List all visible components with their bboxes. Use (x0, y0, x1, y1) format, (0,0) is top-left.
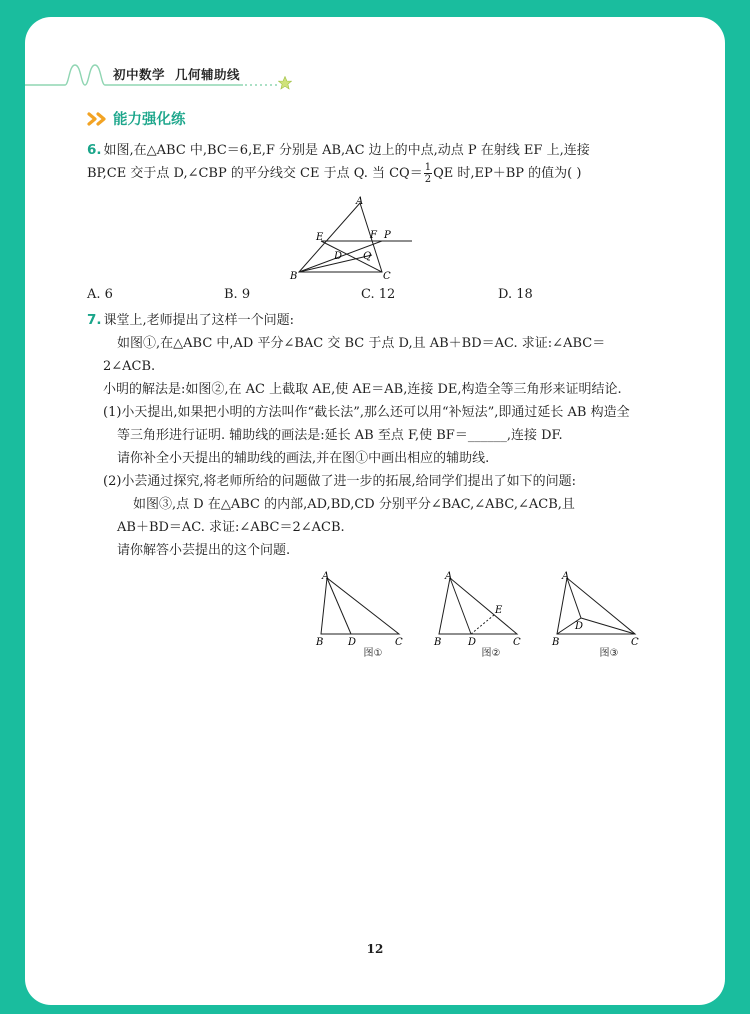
header-subject: 初中数学 (113, 67, 166, 82)
figure-1-diagram (315, 568, 431, 648)
figure-2 (433, 568, 549, 661)
q7-part1-line-1: (1)小天提出,如果把小明的方法叫作“截长法”,那么还可以用“补短法”,即通过延长 AB 构造全 (103, 405, 630, 420)
q6-triangle-figure (287, 193, 417, 279)
fig1-label-B: B (316, 637, 324, 648)
fig1-label-A: A (322, 571, 330, 582)
figure-2-diagram (433, 568, 549, 648)
q7-problem-line-1: 如图①,在△ABC 中,AD 平分∠BAC 交 BC 于点 D,且 AB＋BD＝AC. 求证:∠ABC＝ (117, 336, 606, 351)
q6-choices (87, 283, 672, 306)
fig3-label-B: B (552, 637, 560, 648)
choice-a[interactable]: A. 6 (87, 287, 113, 302)
q6-text-2a: BP,CE 交于点 D,∠CBP 的平分线交 CE 于点 Q. 当 CQ＝ (87, 166, 423, 181)
fig2-label-B: B (434, 637, 442, 648)
fraction-numerator: 1 (424, 162, 432, 173)
section-title: 能力强化练 (113, 112, 186, 128)
q6-number: 6. (87, 142, 102, 158)
header-topic: 几何辅助线 (175, 67, 241, 82)
label-B: B (290, 271, 298, 279)
q7-intro: 课堂上,老师提出了这样一个问题: (103, 313, 295, 328)
header-title (113, 65, 250, 83)
q7-part1-line-2: 等三角形进行证明. 辅助线的画法是:延长 AB 至点 F,使 BF＝______,连接 DF. (117, 428, 563, 443)
label-A: A (356, 196, 364, 207)
fig3-label-C: C (631, 637, 639, 648)
figure-3-caption: 图③ (599, 648, 619, 659)
fig1-label-D: D (348, 637, 357, 648)
figure-3 (551, 568, 667, 661)
choice-d[interactable]: D. 18 (498, 287, 533, 302)
fraction-denominator: 2 (424, 174, 432, 185)
question-7 (87, 309, 672, 661)
q6-line-2 (87, 162, 672, 185)
q7-part2-line-4: 请你解答小芸提出的这个问题. (117, 543, 291, 558)
q7-part2-line-3: AB＋BD＝AC. 求证:∠ABC＝2∠ACB. (117, 520, 345, 535)
choice-c[interactable]: C. 12 (361, 287, 396, 302)
fig2-label-D: D (468, 637, 477, 648)
question-6 (87, 139, 672, 306)
q7-part1-line-3: 请你补全小天提出的辅助线的画法,并在图①中画出相应的辅助线. (117, 451, 490, 466)
fig2-label-A: A (445, 571, 453, 582)
fig2-label-C: C (513, 637, 521, 648)
label-C: C (383, 271, 391, 279)
q6-line-1 (87, 139, 672, 162)
fig2-label-E: E (495, 605, 503, 616)
section-heading (87, 108, 186, 129)
label-E: E (316, 232, 324, 243)
q7-part2-line-1: (2)小芸通过探究,将老师所给的问题做了进一步的拓展,给同学们提出了如下的问题: (103, 474, 577, 489)
q7-part2-line-2: 如图③,点 D 在△ABC 的内部,AD,BD,CD 分别平分∠BAC,∠ABC,∠ACB,且 (133, 497, 575, 512)
page-number: 12 (366, 942, 384, 956)
q6-text-2b: QE 时,EP＋BP 的值为( ) (433, 166, 582, 181)
fig1-label-C: C (395, 637, 403, 648)
star-icon (278, 76, 292, 90)
figure-2-caption: 图② (481, 648, 501, 659)
choice-b[interactable]: B. 9 (224, 287, 251, 302)
content (87, 139, 672, 661)
q6-text-1: 如图,在△ABC 中,BC＝6,E,F 分别是 AB,AC 边上的中点,动点 P 在射线 EF 上,连接 (103, 143, 590, 158)
q7-number: 7. (87, 312, 102, 328)
q7-problem-line-2: 2∠ACB. (103, 359, 156, 374)
fig3-label-D: D (575, 621, 584, 632)
page (25, 17, 725, 1005)
label-Q: Q (363, 251, 372, 262)
q7-intro-line (87, 309, 672, 332)
label-F: F (370, 230, 377, 241)
fraction (424, 162, 432, 185)
q7-figures (315, 568, 672, 661)
double-chevron-icon (87, 112, 111, 126)
q7-xiaoming-solution: 小明的解法是:如图②,在 AC 上截取 AE,使 AE＝AB,连接 DE,构造全等三角形来证明结论. (103, 382, 622, 397)
figure-1 (315, 568, 431, 661)
figure-1-caption: 图① (363, 648, 383, 659)
label-D: D (334, 251, 343, 262)
figure-3-diagram (551, 568, 667, 648)
label-P: P (384, 230, 391, 241)
fig3-label-A: A (562, 571, 570, 582)
